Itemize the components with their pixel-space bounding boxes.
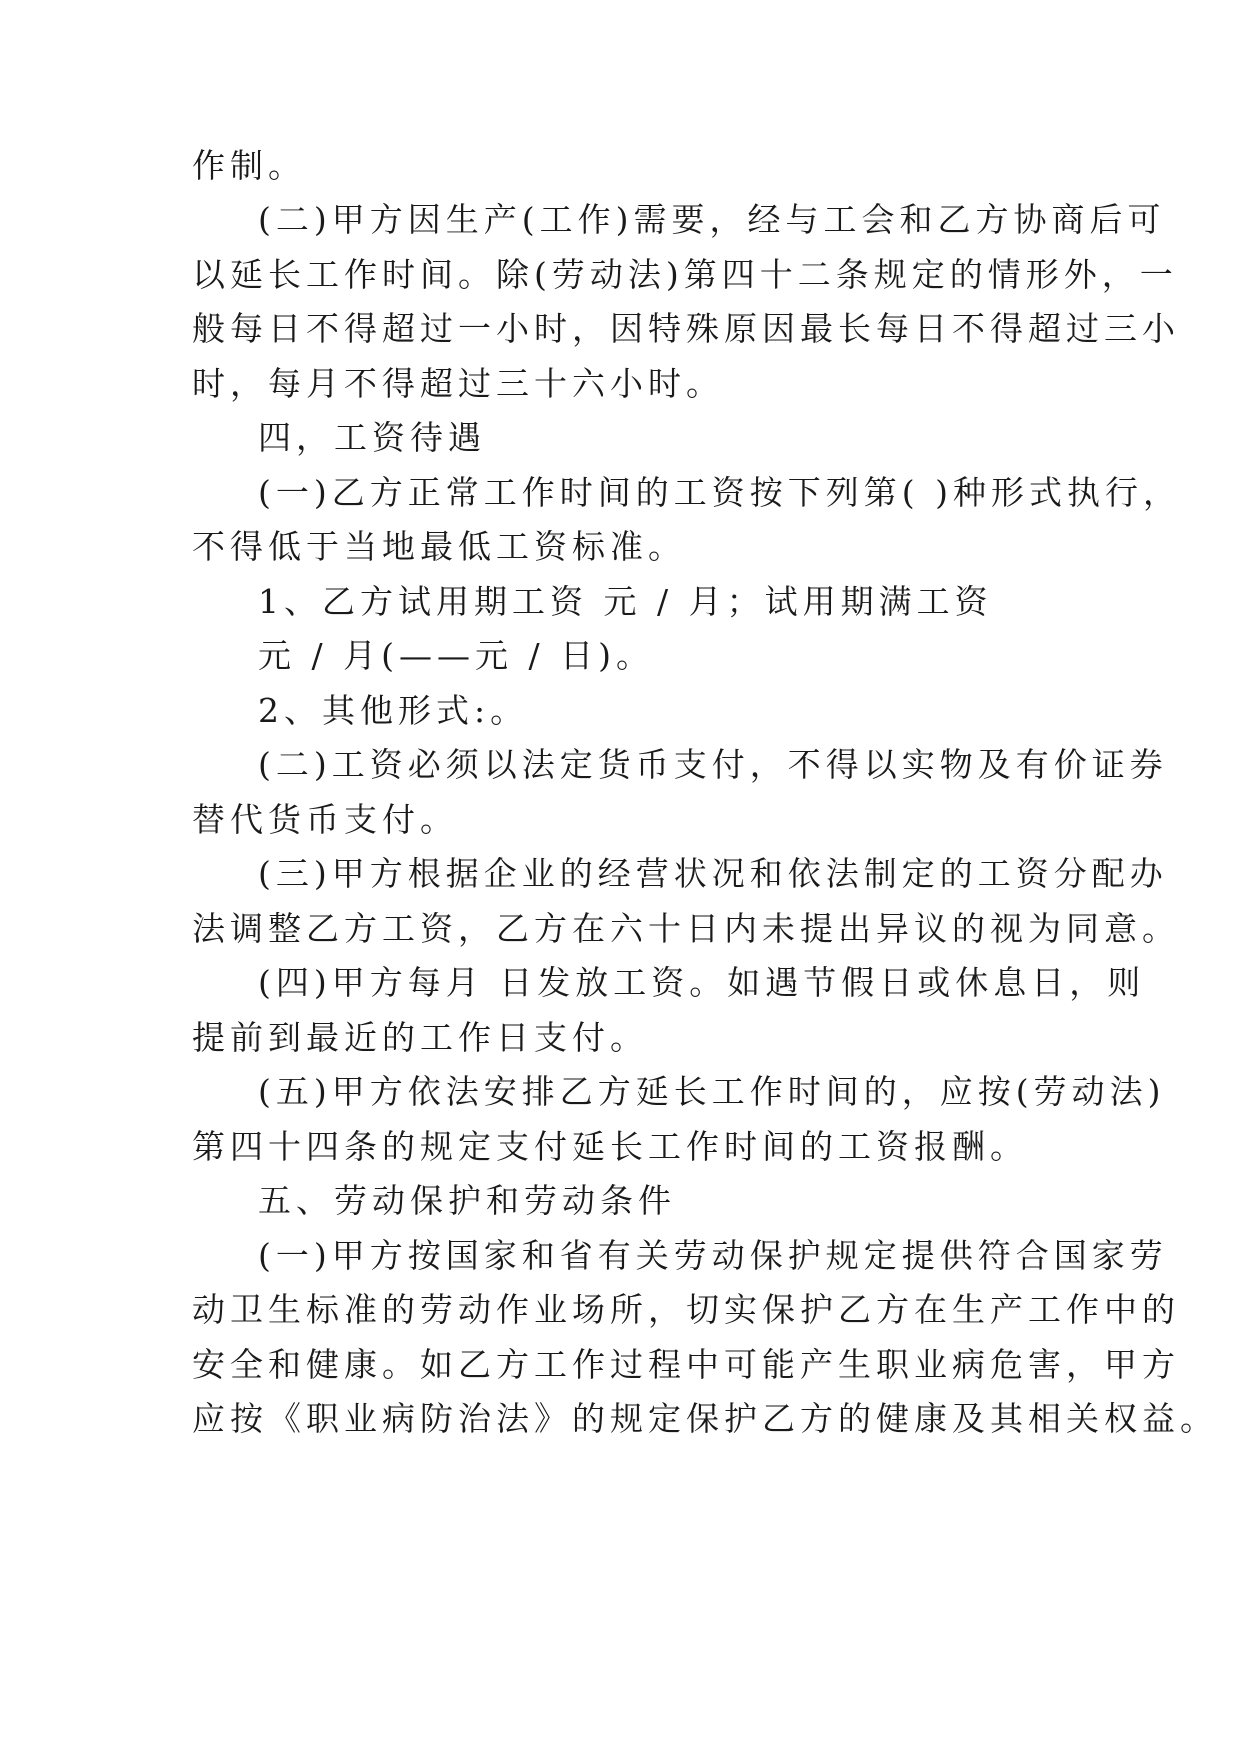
text-line-4: 般每日不得超过一小时，因特殊原因最长每日不得超过三小 bbox=[192, 309, 1180, 348]
text-line-19: 第四十四条的规定支付延长工作时间的工资报酬。 bbox=[192, 1127, 1028, 1166]
text-line-9: 1、乙方试用期工资 元 / 月；试用期满工资 bbox=[258, 582, 993, 621]
text-line-12: (二)工资必须以法定货币支付，不得以实物及有价证券 bbox=[258, 745, 1168, 784]
text-line-7: (一)乙方正常工作时间的工资按下列第( )种形式执行， bbox=[258, 473, 1181, 512]
text-line-11: 2、其他形式:。 bbox=[258, 691, 529, 730]
text-line-3: 以延长工作时间。除(劳动法)第四十二条规定的情形外，一 bbox=[192, 255, 1178, 294]
text-line-22: 动卫生标准的劳动作业场所，切实保护乙方在生产工作中的 bbox=[192, 1290, 1180, 1329]
section-heading-wages: 四，工资待遇 bbox=[258, 418, 486, 457]
text-line-18: (五)甲方依法安排乙方延长工作时间的，应按(劳动法) bbox=[258, 1072, 1166, 1111]
text-line-13: 替代货币支付。 bbox=[192, 800, 458, 839]
section-heading-labor-protection: 五、劳动保护和劳动条件 bbox=[258, 1181, 676, 1220]
text-line-10: 元 / 月(——元 / 日)。 bbox=[258, 636, 654, 675]
text-line-15: 法调整乙方工资，乙方在六十日内未提出异议的视为同意。 bbox=[192, 909, 1180, 948]
text-line-8: 不得低于当地最低工资标准。 bbox=[192, 527, 686, 566]
text-line-1: 作制。 bbox=[192, 146, 306, 185]
text-line-17: 提前到最近的工作日支付。 bbox=[192, 1018, 648, 1057]
text-line-2: (二)甲方因生产(工作)需要，经与工会和乙方协商后可 bbox=[258, 200, 1166, 239]
text-line-14: (三)甲方根据企业的经营状况和依法制定的工资分配办 bbox=[258, 854, 1168, 893]
text-line-24: 应按《职业病防治法》的规定保护乙方的健康及其相关权益。 bbox=[192, 1399, 1218, 1438]
text-line-23: 安全和健康。如乙方工作过程中可能产生职业病危害，甲方 bbox=[192, 1345, 1180, 1384]
text-line-5: 时，每月不得超过三十六小时。 bbox=[192, 364, 724, 403]
text-line-21: (一)甲方按国家和省有关劳动保护规定提供符合国家劳 bbox=[258, 1236, 1168, 1275]
text-line-16: (四)甲方每月 日发放工资。如遇节假日或休息日，则 bbox=[258, 963, 1146, 1002]
